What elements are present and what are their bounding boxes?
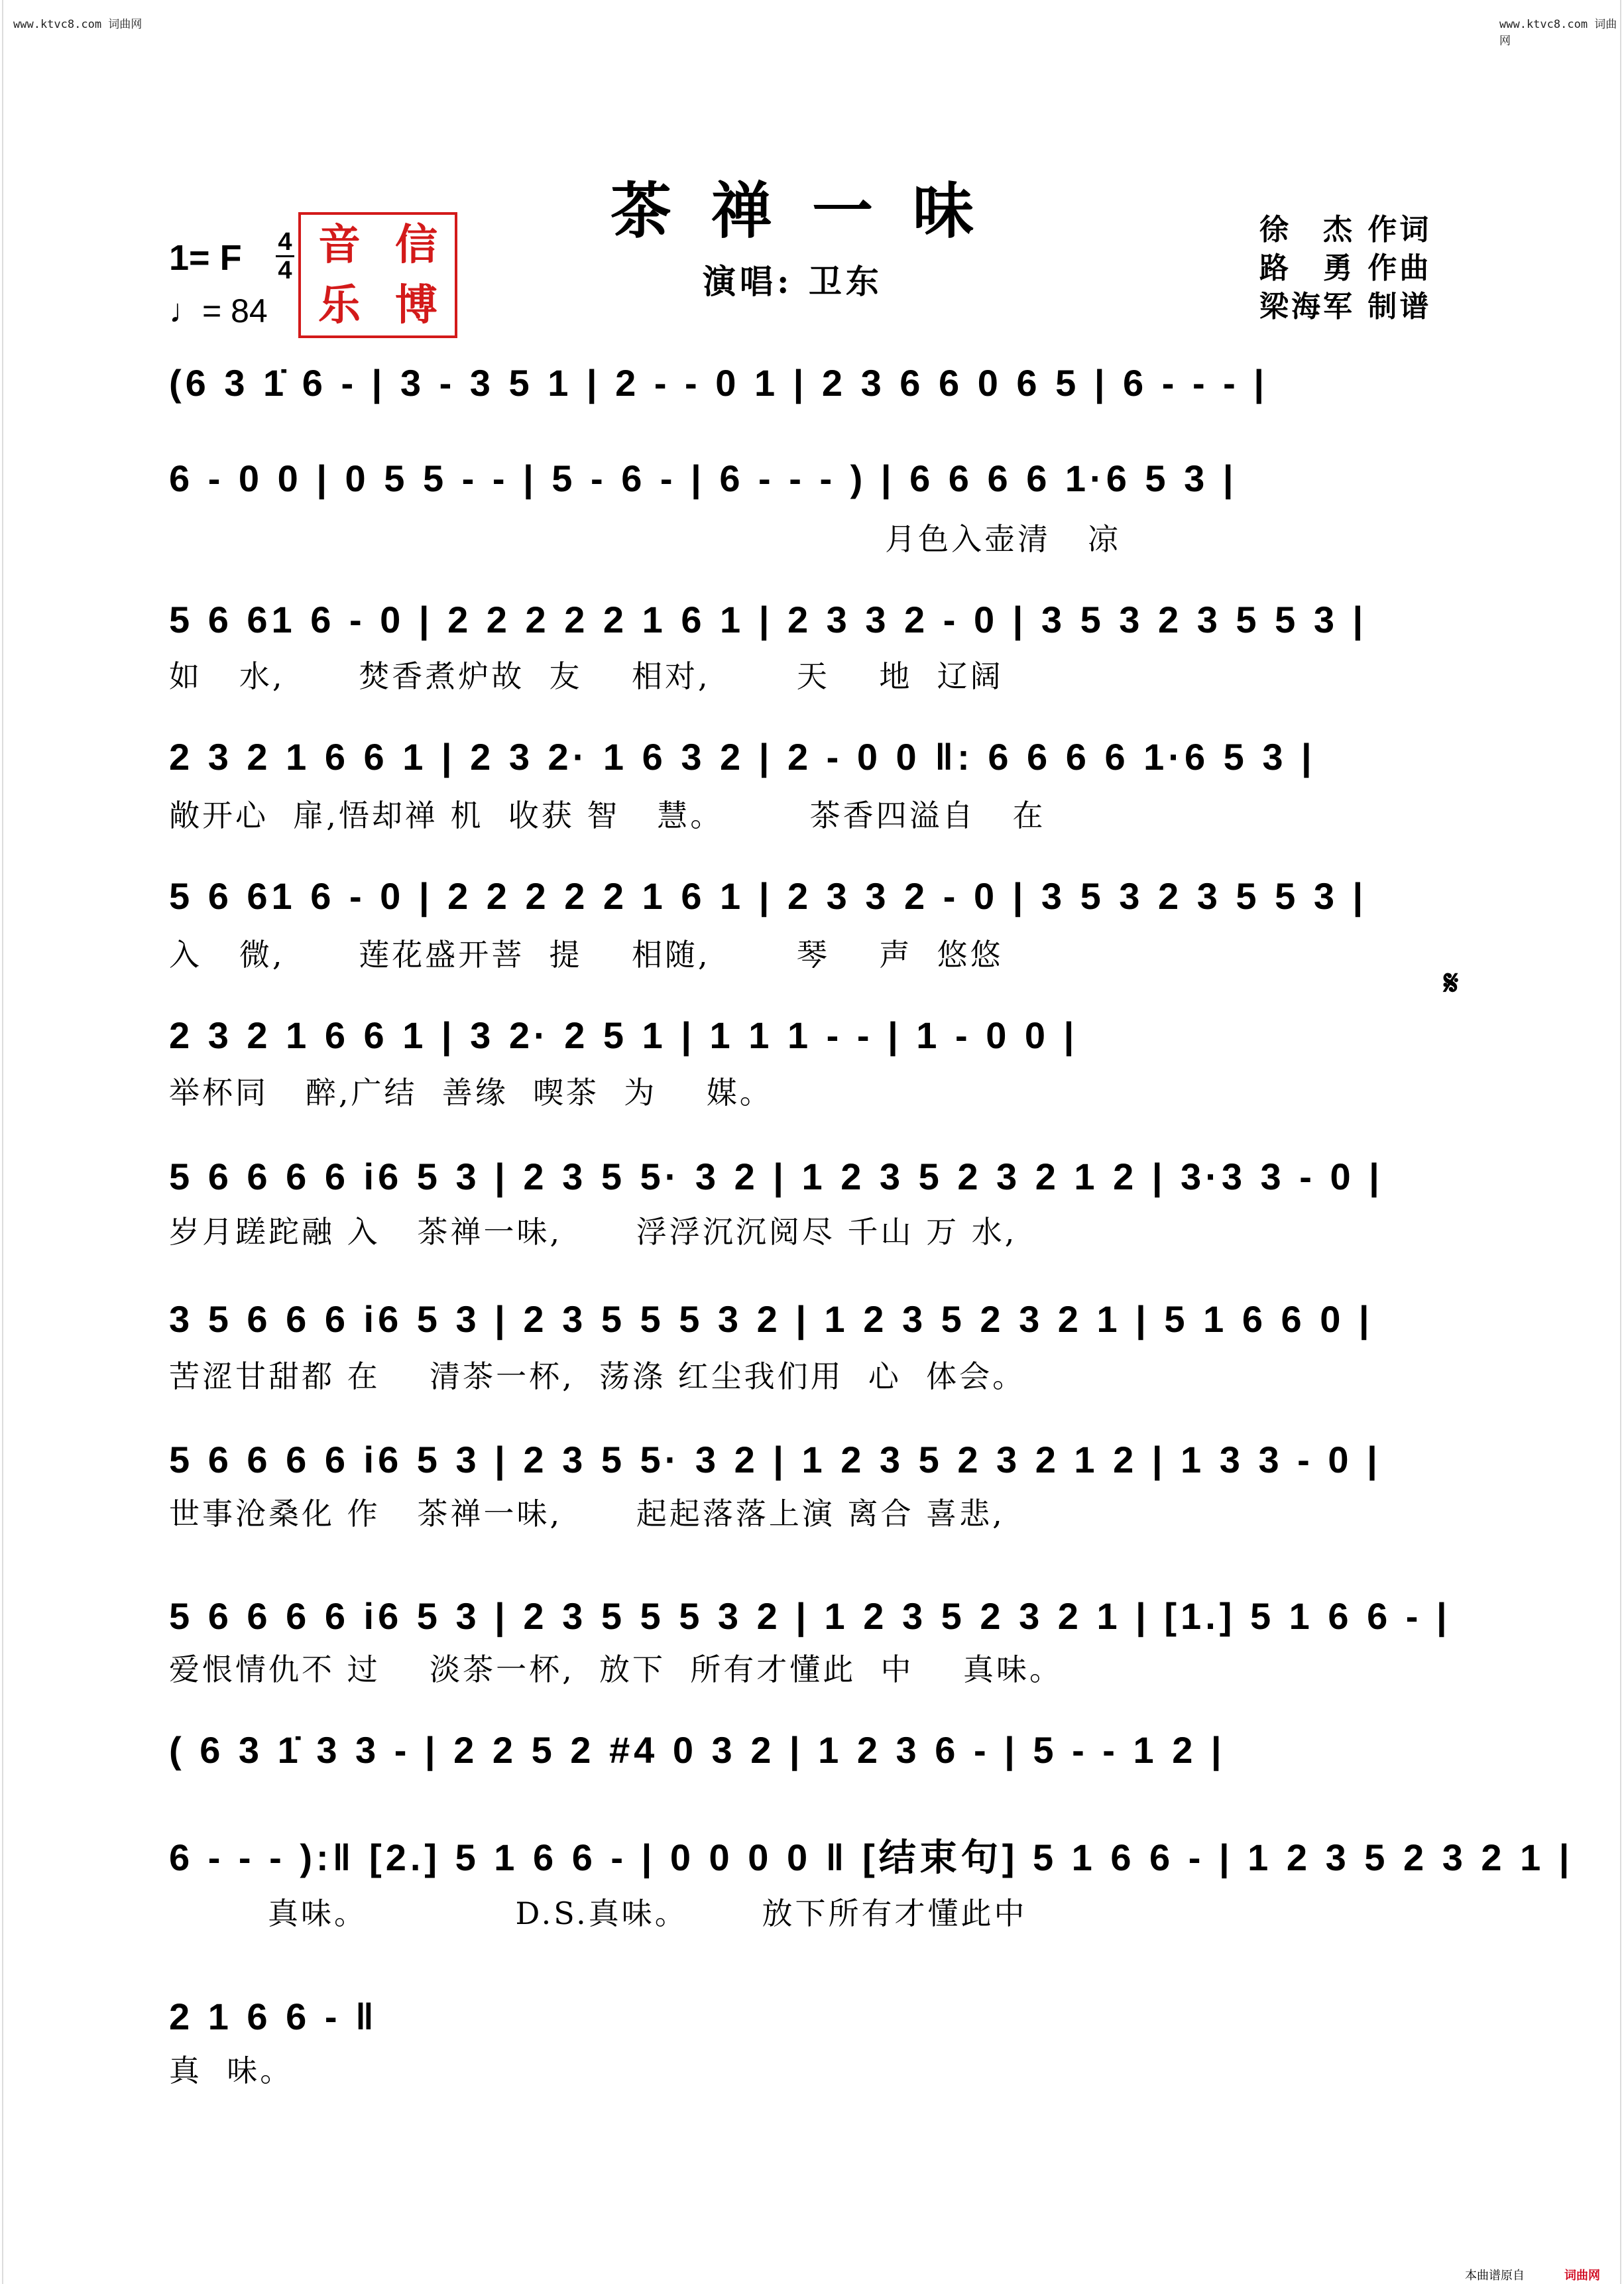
lyric-line: 苦涩甘甜都 在 清茶一杯, 荡涤 红尘我们用 心 体会。 (169, 1358, 1026, 1394)
credit-arranger: 梁海军 制谱 (1259, 290, 1432, 324)
notation-line: 5 6 6 6 6 i6 5 3 | 2 3 5 5 5 3 2 | 1 2 3 5 2 3 2 1 | [1.] 5 1 6 6 - | (169, 1595, 1451, 1637)
right-margin-rule (1620, 0, 1621, 2284)
red-seal-stamp (298, 212, 457, 338)
time-sig-bottom: 4 (278, 257, 292, 284)
footer-source-label: 本曲谱原自 (1465, 2269, 1525, 2283)
header-site-left: www.ktvc8.com 词曲网 (13, 18, 143, 31)
credits-block (1259, 211, 1431, 326)
left-margin-rule (2, 0, 3, 2284)
tempo-marking: ♩= 84 (169, 292, 268, 330)
notation-line: 5 6 61 6 - 0 | 2 2 2 2 2 1 6 1 | 2 3 3 2 - 0 | 3 5 3 2 3 5 5 3 | (169, 875, 1367, 917)
footer-site-label: 词曲网 (1564, 2269, 1600, 2283)
notation-line: ( 6 3 1̇ 3 3 - | 2 2 5 2 #4 0 3 2 | 1 2 3 6 - | 5 - - 1 2 | (169, 1729, 1226, 1771)
header-site-right: www.ktvc8.com 词曲网 (1499, 18, 1617, 48)
notation-line: 5 6 6 6 6 i6 5 3 | 2 3 5 5· 3 2 | 1 2 3 5 2 3 2 1 2 | 3·3 3 - 0 | (169, 1156, 1383, 1197)
lyric-line: 如 水, 焚香煮炉故 友 相对, 天 地 辽阔 (169, 658, 1004, 694)
lyric-line: 真 味。 (169, 2053, 294, 2088)
lyric-line: 爱恨情仇不 过 淡茶一杯, 放下 所有才懂此 中 真味。 (169, 1652, 1063, 1687)
seal-char: 博 (395, 280, 437, 330)
seal-char: 乐 (318, 280, 361, 330)
key-signature: 1= F (169, 238, 242, 278)
lyric-line: 岁月蹉跎融 入 茶禅一味, 浮浮沉沉阅尽 千山 万 水, (169, 1214, 1017, 1250)
credit-composer: 路 勇 作曲 (1259, 251, 1432, 285)
lyric-line: 敞开心 扉,悟却禅 机 收获 智 慧。 茶香四溢自 在 (169, 798, 1046, 833)
notation-line: 3 5 6 6 6 i6 5 3 | 2 3 5 5 5 3 2 | 1 2 3 5 2 3 2 1 | 5 1 6 6 0 | (169, 1298, 1373, 1340)
lyric-line: 举杯同 醉,广结 善缘 喫茶 为 媒。 (169, 1075, 773, 1111)
notation-line: (6 3 1̇ 6 - | 3 - 3 5 1 | 2 - - 0 1 | 2 3 6 6 0 6 5 | 6 - - - | (169, 362, 1269, 404)
time-sig-top: 4 (278, 228, 292, 256)
notation-line: 5 6 6 6 6 i6 5 3 | 2 3 5 5· 3 2 | 1 2 3 5 2 3 2 1 2 | 1 3 3 - 0 | (169, 1439, 1381, 1480)
seal-char: 信 (395, 219, 437, 270)
song-title: 茶禅一味 (610, 175, 1014, 247)
notation-line: 2 3 2 1 6 6 1 | 3 2· 2 5 1 | 1 1 1 - - | 1 - 0 0 | (169, 1014, 1078, 1056)
time-signature (276, 229, 294, 284)
notation-line: 6 - 0 0 | 0 5 5 - - | 5 - 6 - | 6 - - - ) | 6 6 6 6 1·6 5 3 | (169, 457, 1238, 499)
notation-line: 5 6 61 6 - 0 | 2 2 2 2 2 1 6 1 | 2 3 3 2 - 0 | 3 5 3 2 3 5 5 3 | (169, 599, 1367, 640)
notation-line: 2 1 6 6 - ‖ (169, 1996, 378, 2037)
seal-char: 音 (318, 219, 361, 270)
lyric-line: 真味。 D.S.真味。 放下所有才懂此中 (169, 1895, 1027, 1931)
segno-sign: 𝄋 (1444, 963, 1459, 1003)
singer-label: 演唱: 卫东 (703, 262, 883, 301)
lyric-line: 月色入壶清 凉 (169, 521, 1121, 557)
lyric-line: 世事沧桑化 作 茶禅一味, 起起落落上演 离合 喜悲, (169, 1496, 1005, 1532)
notation-line: 2 3 2 1 6 6 1 | 2 3 2· 1 6 3 2 | 2 - 0 0 ‖: 6 6 6 6 1·6 5 3 | (169, 736, 1316, 778)
lyric-line: 入 微, 莲花盛开菩 提 相随, 琴 声 悠悠 (169, 937, 1004, 973)
credit-lyricist: 徐 杰 作词 (1259, 213, 1432, 247)
notation-line: 6 - - - ):‖ [2.] 5 1 6 6 - | 0 0 0 0 ‖ [结束句] 5 1 6 6 - | 1 2 3 5 2 3 2 1 | (169, 1836, 1574, 1878)
